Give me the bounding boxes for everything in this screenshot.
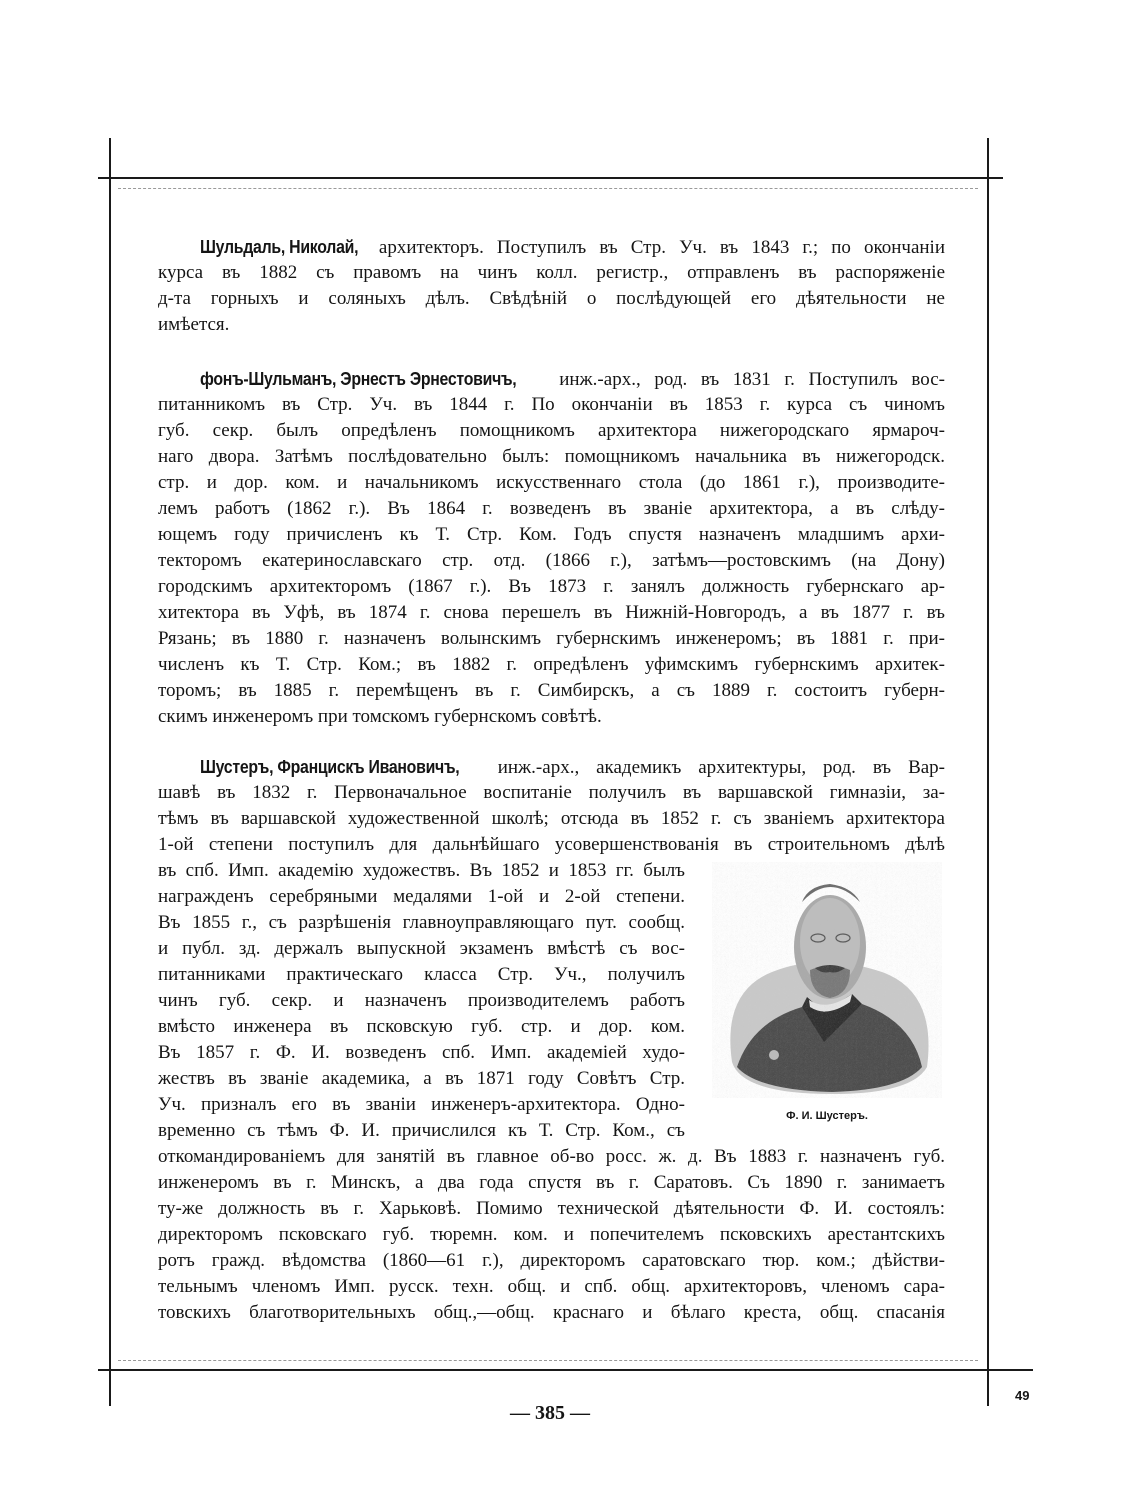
line-text: Уч. призналъ его въ званіи инженеръ-архитектора. Одно-	[158, 1094, 685, 1115]
frame-top-rule	[98, 177, 1003, 179]
line-text: курса въ 1882 съ правомъ на чинъ колл. регистр., отправленъ въ распоряженіе	[158, 262, 945, 283]
line-text: ротъ гражд. вѣдомства (1860—61 г.), директоромъ саратовскаго тюр. ком.; дѣйстви-	[158, 1250, 945, 1271]
line-text: имѣется.	[158, 314, 230, 335]
inner-top-dashed-rule	[118, 188, 978, 189]
text-line	[158, 806, 945, 832]
text-line	[158, 780, 945, 806]
text-line	[158, 652, 945, 678]
portrait-caption: Ф. И. Шустеръ.	[786, 1110, 868, 1122]
line-text: торомъ; въ 1885 г. перемѣщенъ въ г. Симбирскъ, а съ 1889 г. состоитъ губерн-	[158, 680, 945, 701]
text-line	[158, 678, 945, 704]
text-line	[158, 392, 945, 418]
line-text: тѣмъ въ варшавской художественной школѣ; отсюда въ 1852 г. съ званіемъ архитектора	[158, 808, 945, 829]
line-text: архитекторъ. Поступилъ въ Стр. Уч. въ 1843 г.; по окончаніи	[378, 237, 945, 258]
line-text: чинъ губ. секр. и назначенъ производителемъ работъ	[158, 990, 685, 1011]
text-line	[158, 1274, 945, 1300]
portrait-image	[712, 862, 942, 1098]
line-text: текторомъ екатеринославскаго стр. отд. (1866 г.), затѣмъ—ростовскимъ (на Дону)	[158, 550, 945, 571]
text-line	[158, 884, 685, 910]
line-text: тельнымъ членомъ Имп. русск. техн. общ. и спб. общ. архитекторовъ, членомъ сара-	[158, 1276, 945, 1297]
line-text: ющемъ году причисленъ къ Т. Стр. Ком. Годъ спустя назначенъ младшимъ архи-	[158, 524, 945, 545]
line-text: Въ 1857 г. Ф. И. возведенъ спб. Имп. академіей худо-	[158, 1042, 685, 1063]
text-line	[158, 548, 945, 574]
frame-right-rule	[987, 138, 989, 1406]
text-line	[158, 1014, 685, 1040]
line-text: ту-же должность въ г. Харьковѣ. Помимо технической дѣятельности Ф. И. состоялъ:	[158, 1198, 945, 1219]
frame-bottom-rule	[98, 1369, 1033, 1371]
text-line	[158, 1170, 945, 1196]
entry-name: Шустеръ, Францискъ Ивановичъ,	[200, 757, 460, 777]
line-text: временно съ тѣмъ Ф. И. причислился къ Т. Стр. Ком., съ	[158, 1120, 685, 1141]
text-line	[200, 234, 945, 260]
text-line	[158, 626, 945, 652]
text-line	[158, 444, 945, 470]
text-line	[158, 600, 945, 626]
text-line	[200, 366, 945, 392]
text-line	[158, 1144, 945, 1170]
text-line	[158, 260, 945, 286]
text-line	[158, 496, 945, 522]
inner-bottom-dashed-rule	[118, 1360, 978, 1361]
text-line	[158, 418, 945, 444]
text-line	[158, 522, 945, 548]
line-text: численъ къ Т. Стр. Ком.; въ 1882 г. опредѣленъ уфимскимъ губернскимъ архитек-	[158, 654, 945, 675]
line-text: питанниками практическаго класса Стр. Уч., получилъ	[158, 964, 685, 985]
line-text: городскимъ архитекторомъ (1867 г.). Въ 1873 г. занялъ должность губернскаго ар-	[158, 576, 945, 597]
text-line	[158, 1300, 945, 1326]
line-text: товскихъ благотворительныхъ общ.,—общ. краснаго и бѣлаго креста, общ. спасанія	[158, 1302, 945, 1323]
text-line	[158, 312, 945, 338]
text-line	[158, 704, 945, 730]
line-text: питанникомъ въ Стр. Уч. въ 1844 г. По окончаніи въ 1853 г. курса съ чиномъ	[158, 394, 945, 415]
line-text: инж.-арх., академикъ архитектуры, род. въ Вар-	[497, 757, 945, 778]
text-line	[158, 988, 685, 1014]
line-text: лемъ работъ (1862 г.). Въ 1864 г. возведенъ въ званіе архитектора, а въ слѣду-	[158, 498, 945, 519]
text-line	[158, 1040, 685, 1066]
line-text: Рязань; въ 1880 г. назначенъ волынскимъ губернскимъ инженеромъ; въ 1881 г. при-	[158, 628, 945, 649]
line-text: д-та горныхъ и соляныхъ дѣлъ. Свѣдѣній о послѣдующей его дѣятельности не	[158, 288, 945, 309]
line-text: наго двора. Затѣмъ послѣдовательно былъ: помощникомъ начальника въ нижегородск.	[158, 446, 945, 467]
line-text: инженеромъ въ г. Минскъ, а два года спустя въ г. Саратовъ. Съ 1890 г. занимаетъ	[158, 1172, 945, 1193]
line-text: въ спб. Имп. академію художествъ. Въ 1852 и 1853 гг. былъ	[158, 860, 685, 881]
text-line	[158, 1196, 945, 1222]
line-text: губ. секр. былъ опредѣленъ помощникомъ архитектора нижегородскаго ярмароч-	[158, 420, 945, 441]
text-line	[158, 936, 685, 962]
line-text: жествъ въ званіе академика, а въ 1871 году Совѣтъ Стр.	[158, 1068, 685, 1089]
line-text: награжденъ серебряными медалями 1-ой и 2-ой степени.	[158, 886, 685, 907]
text-line	[158, 910, 685, 936]
text-line	[158, 1118, 685, 1144]
text-line	[158, 858, 685, 884]
text-line	[158, 1222, 945, 1248]
text-line	[158, 470, 945, 496]
line-text: Въ 1855 г., съ разрѣшенія главноуправляющаго пут. сообщ.	[158, 912, 685, 933]
text-line	[158, 832, 945, 858]
text-line	[158, 574, 945, 600]
text-line	[158, 1248, 945, 1274]
frame-left-rule	[109, 138, 111, 1406]
text-line	[158, 962, 685, 988]
line-text: шавѣ въ 1832 г. Первоначальное воспитаніе получилъ въ варшавской гимназіи, за-	[158, 782, 945, 803]
line-text: директоромъ псковскаго губ. тюремн. ком. и попечителемъ псковскихъ арестантскихъ	[158, 1224, 945, 1245]
text-line	[158, 286, 945, 312]
text-line	[158, 1092, 685, 1118]
entry-name: фонъ-Шульманъ, Эрнестъ Эрнестовичъ,	[200, 369, 517, 389]
line-text: скимъ инженеромъ при томскомъ губернскомъ совѣтѣ.	[158, 706, 602, 727]
line-text: и публ. зд. держалъ выпускной экзаменъ вмѣстѣ съ вос-	[158, 938, 685, 959]
line-text: 1-ой степени поступилъ для дальнѣйшаго усовершенствованія въ строительномъ дѣлѣ	[158, 834, 945, 855]
line-text: вмѣсто инженера въ псковскую губ. стр. и дор. ком.	[158, 1016, 685, 1037]
entry-name: Шульдаль, Николай,	[200, 237, 359, 257]
line-text: откомандированіемъ для занятій въ главное об-во росс. ж. д. Въ 1883 г. назначенъ губ.	[158, 1146, 945, 1167]
text-line	[200, 754, 945, 780]
page-number: — 385 —	[510, 1402, 590, 1424]
line-text: инж.-арх., род. въ 1831 г. Поступилъ вос-	[559, 369, 945, 390]
line-text: хитектора въ Уфѣ, въ 1874 г. снова перешелъ въ Нижній-Новгородъ, а въ 1877 г. въ	[158, 602, 945, 623]
signature-mark: 49	[1015, 1388, 1030, 1403]
line-text: стр. и дор. ком. и начальникомъ искусственнаго стола (до 1861 г.), производите-	[158, 472, 945, 493]
text-line	[158, 1066, 685, 1092]
